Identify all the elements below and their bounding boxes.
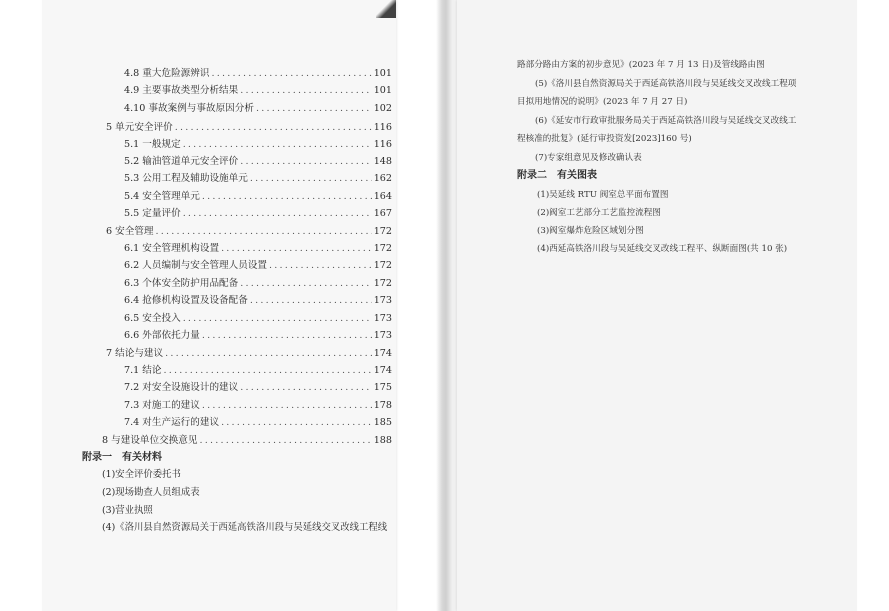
toc-row: 4.10 事故案例与事故原因分析 ..... 102 [124, 102, 392, 116]
toc-row: 5.1 一般规定 ..... 116 [124, 138, 392, 152]
toc-row: 6.4 抢修机构设置及设备配备 ..... 173 [124, 294, 392, 308]
text-line: (7)专家组意见及修改确认表 [535, 153, 642, 163]
toc-row: 4.8 重大危险源辨识 ..... 101 [124, 67, 392, 81]
left-page [42, 0, 396, 611]
list-item: (4)西延高铁洛川段与吴延线交叉改线工程平、纵断面图(共 10 张) [537, 244, 788, 254]
toc-row: 7.3 对施工的建议 ..... 178 [124, 399, 392, 413]
scan-corner-shadow [376, 0, 396, 18]
list-item: (2)阀室工艺部分工艺监控流程图 [537, 208, 661, 218]
appendix1-heading: 附录一 有关材料 [82, 452, 162, 463]
toc-row: 5.2 输油管道单元安全评价 ..... 148 [124, 155, 392, 169]
toc-row: 5.5 定量评价 ..... 167 [124, 207, 392, 221]
book-gutter [396, 0, 457, 611]
list-item: (3)阀室爆炸危险区域划分图 [537, 226, 644, 236]
toc-row: 6.5 安全投入 ..... 173 [124, 312, 392, 326]
toc-row: 6.3 个体安全防护用品配备 ..... 172 [124, 277, 392, 291]
text-line: 路部分路由方案的初步意见》(2023 年 7 月 13 日)及管线路由图 [517, 60, 765, 70]
toc-row: 4.9 主要事故类型分析结果 ..... 101 [124, 84, 392, 98]
toc-row: 5.4 安全管理单元 ..... 164 [124, 190, 392, 204]
text-line: (5)《洛川县自然资源局关于西延高铁洛川段与吴延线交叉改线工程项 [535, 79, 797, 89]
text-line: 程核准的批复》(延行审投资发[2023]160 号) [517, 134, 692, 144]
toc-row: 7.2 对安全设施设计的建议 ..... 175 [124, 381, 392, 395]
text-line: 目拟用地情况的说明》(2023 年 7 月 27 日) [517, 97, 688, 107]
toc-row: 8 与建设单位交换意见 ..... 188 [102, 434, 392, 448]
list-item: (2)现场勘查人员组成表 [102, 487, 200, 498]
list-item: (4)《洛川县自然资源局关于西延高铁洛川段与吴延线交叉改线工程线 [102, 522, 388, 533]
toc-row: 6.2 人员编制与安全管理人员设置 ..... 172 [124, 259, 392, 273]
text-line: (6)《延安市行政审批服务局关于西延高铁洛川段与吴延线交叉改线工 [535, 116, 797, 126]
toc-row: 7.1 结论 ..... 174 [124, 364, 392, 378]
toc-row: 6.1 安全管理机构设置 ..... 172 [124, 242, 392, 256]
toc-row: 6.6 外部依托力量 ..... 173 [124, 329, 392, 343]
toc-row: 7 结论与建议 ..... 174 [106, 347, 392, 361]
toc-row: 5.3 公用工程及辅助设施单元 ..... 162 [124, 172, 392, 186]
list-item: (3)营业执照 [102, 505, 153, 516]
list-item: (1)吴延线 RTU 阀室总平面布置图 [537, 190, 669, 200]
toc-row: 6 安全管理 ..... 172 [106, 225, 392, 239]
list-item: (1)安全评价委托书 [102, 469, 181, 480]
appendix2-heading: 附录二 有关图表 [517, 170, 597, 181]
toc-row: 5 单元安全评价 ..... 116 [106, 121, 392, 135]
right-page [457, 0, 857, 611]
toc-row: 7.4 对生产运行的建议 ..... 185 [124, 416, 392, 430]
